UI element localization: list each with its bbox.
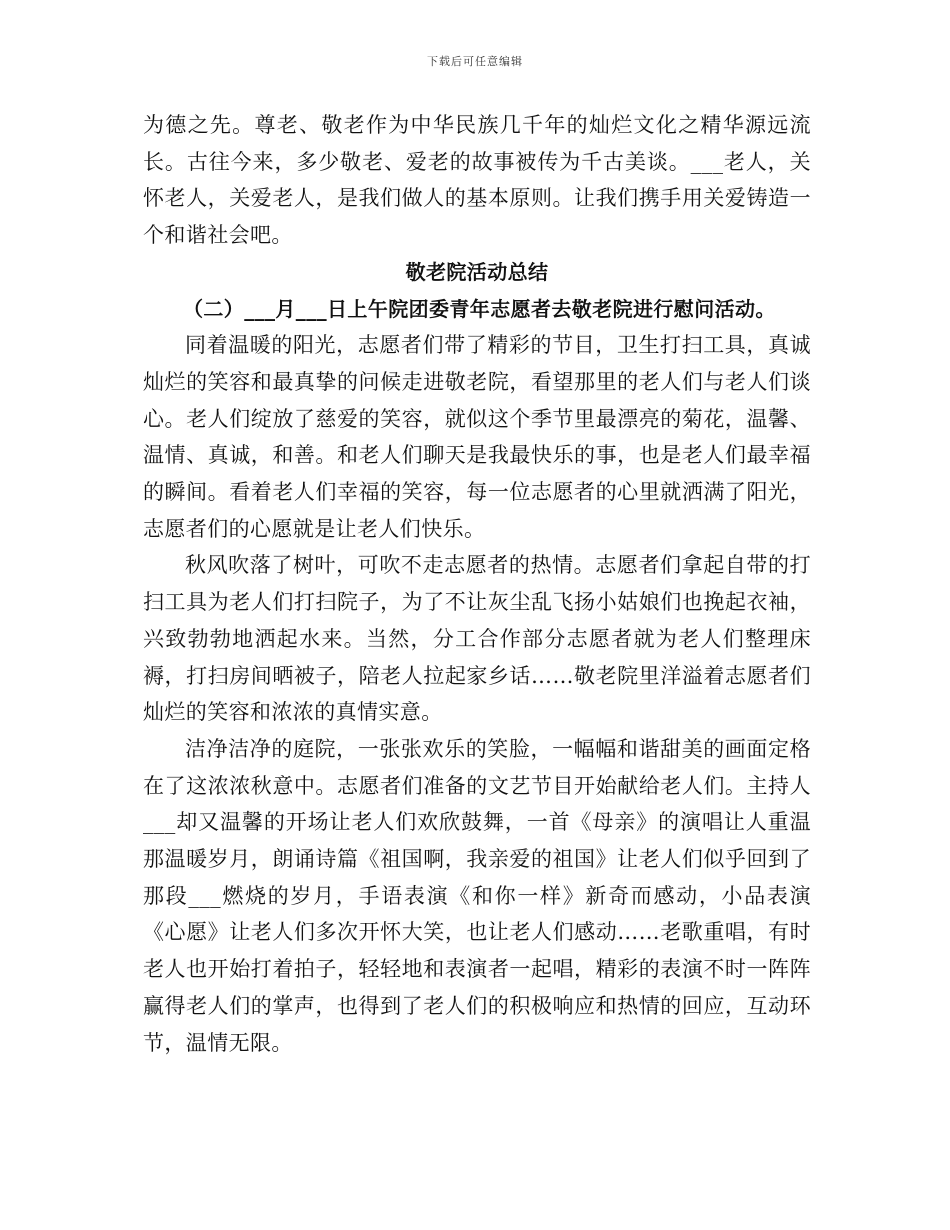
document-title: 敬老院活动总结: [405, 259, 549, 284]
page-header: 下载后可任意编辑: [427, 55, 523, 68]
paragraph-2: 秋风吹落了树叶，可吹不走志愿者的热情。志愿者们拿起自带的打扫工具为老人们打扫院子，为了不让灰尘乱飞扬小姑娘们也挽起衣袖，兴致勃勃地洒起水来。当然，分工合作部分志愿者就为老人们整理床褥，打扫房间晒被子，陪老人拉起家乡话……敬老院里洋溢着志愿者们灿烂的笑容和浓浓的真情实意。: [143, 553, 811, 725]
paragraph-1: 同着温暖的阳光，志愿者们带了精彩的节目，卫生打扫工具，真诚灿烂的笑容和最真挚的问候走进敬老院，看望那里的老人们与老人们谈心。老人们绽放了慈爱的笑容，就似这个季节里最漂亮的菊花，温馨、温情、真诚，和善。和老人们聊天是我最快乐的事，也是老人们最幸福的瞬间。看着老人们幸福的笑容，每一位志愿者的心里就洒满了阳光，志愿者们的心愿就是让老人们快乐。: [143, 333, 811, 541]
document-subtitle: （二）___月___日上午院团委青年志愿者去敬老院进行慰问活动。: [183, 296, 776, 321]
document-body: [143, 107, 811, 1061]
intro-paragraph: 为德之先。尊老、敬老作为中华民族几千年的灿烂文化之精华源远流长。古往今来，多少敬老、爱老的故事被传为千古美谈。___老人，关怀老人，关爱老人，是我们做人的基本原则。让我们携手用关爱铸造一个和谐社会吧。: [143, 113, 811, 248]
paragraph-3: 洁净洁净的庭院，一张张欢乐的笑脸，一幅幅和谐甜美的画面定格在了这浓浓秋意中。志愿者们准备的文艺节目开始献给老人们。主持人___却又温馨的开场让老人们欢欣鼓舞，一首《母亲》的演唱让人重温那温暖岁月，朗诵诗篇《祖国啊，我亲爱的祖国》让老人们似乎回到了那段___燃烧的岁月，手语表演《和你一样》新奇而感动，小品表演《心愿》让老人们多次开怀大笑，也让老人们感动……老歌重唱，有时老人也开始打着拍子，轻轻地和表演者一起唱，精彩的表演不时一阵阵赢得老人们的掌声，也得到了老人们的积极响应和热情的回应，互动环节，温情无限。: [143, 736, 811, 1055]
